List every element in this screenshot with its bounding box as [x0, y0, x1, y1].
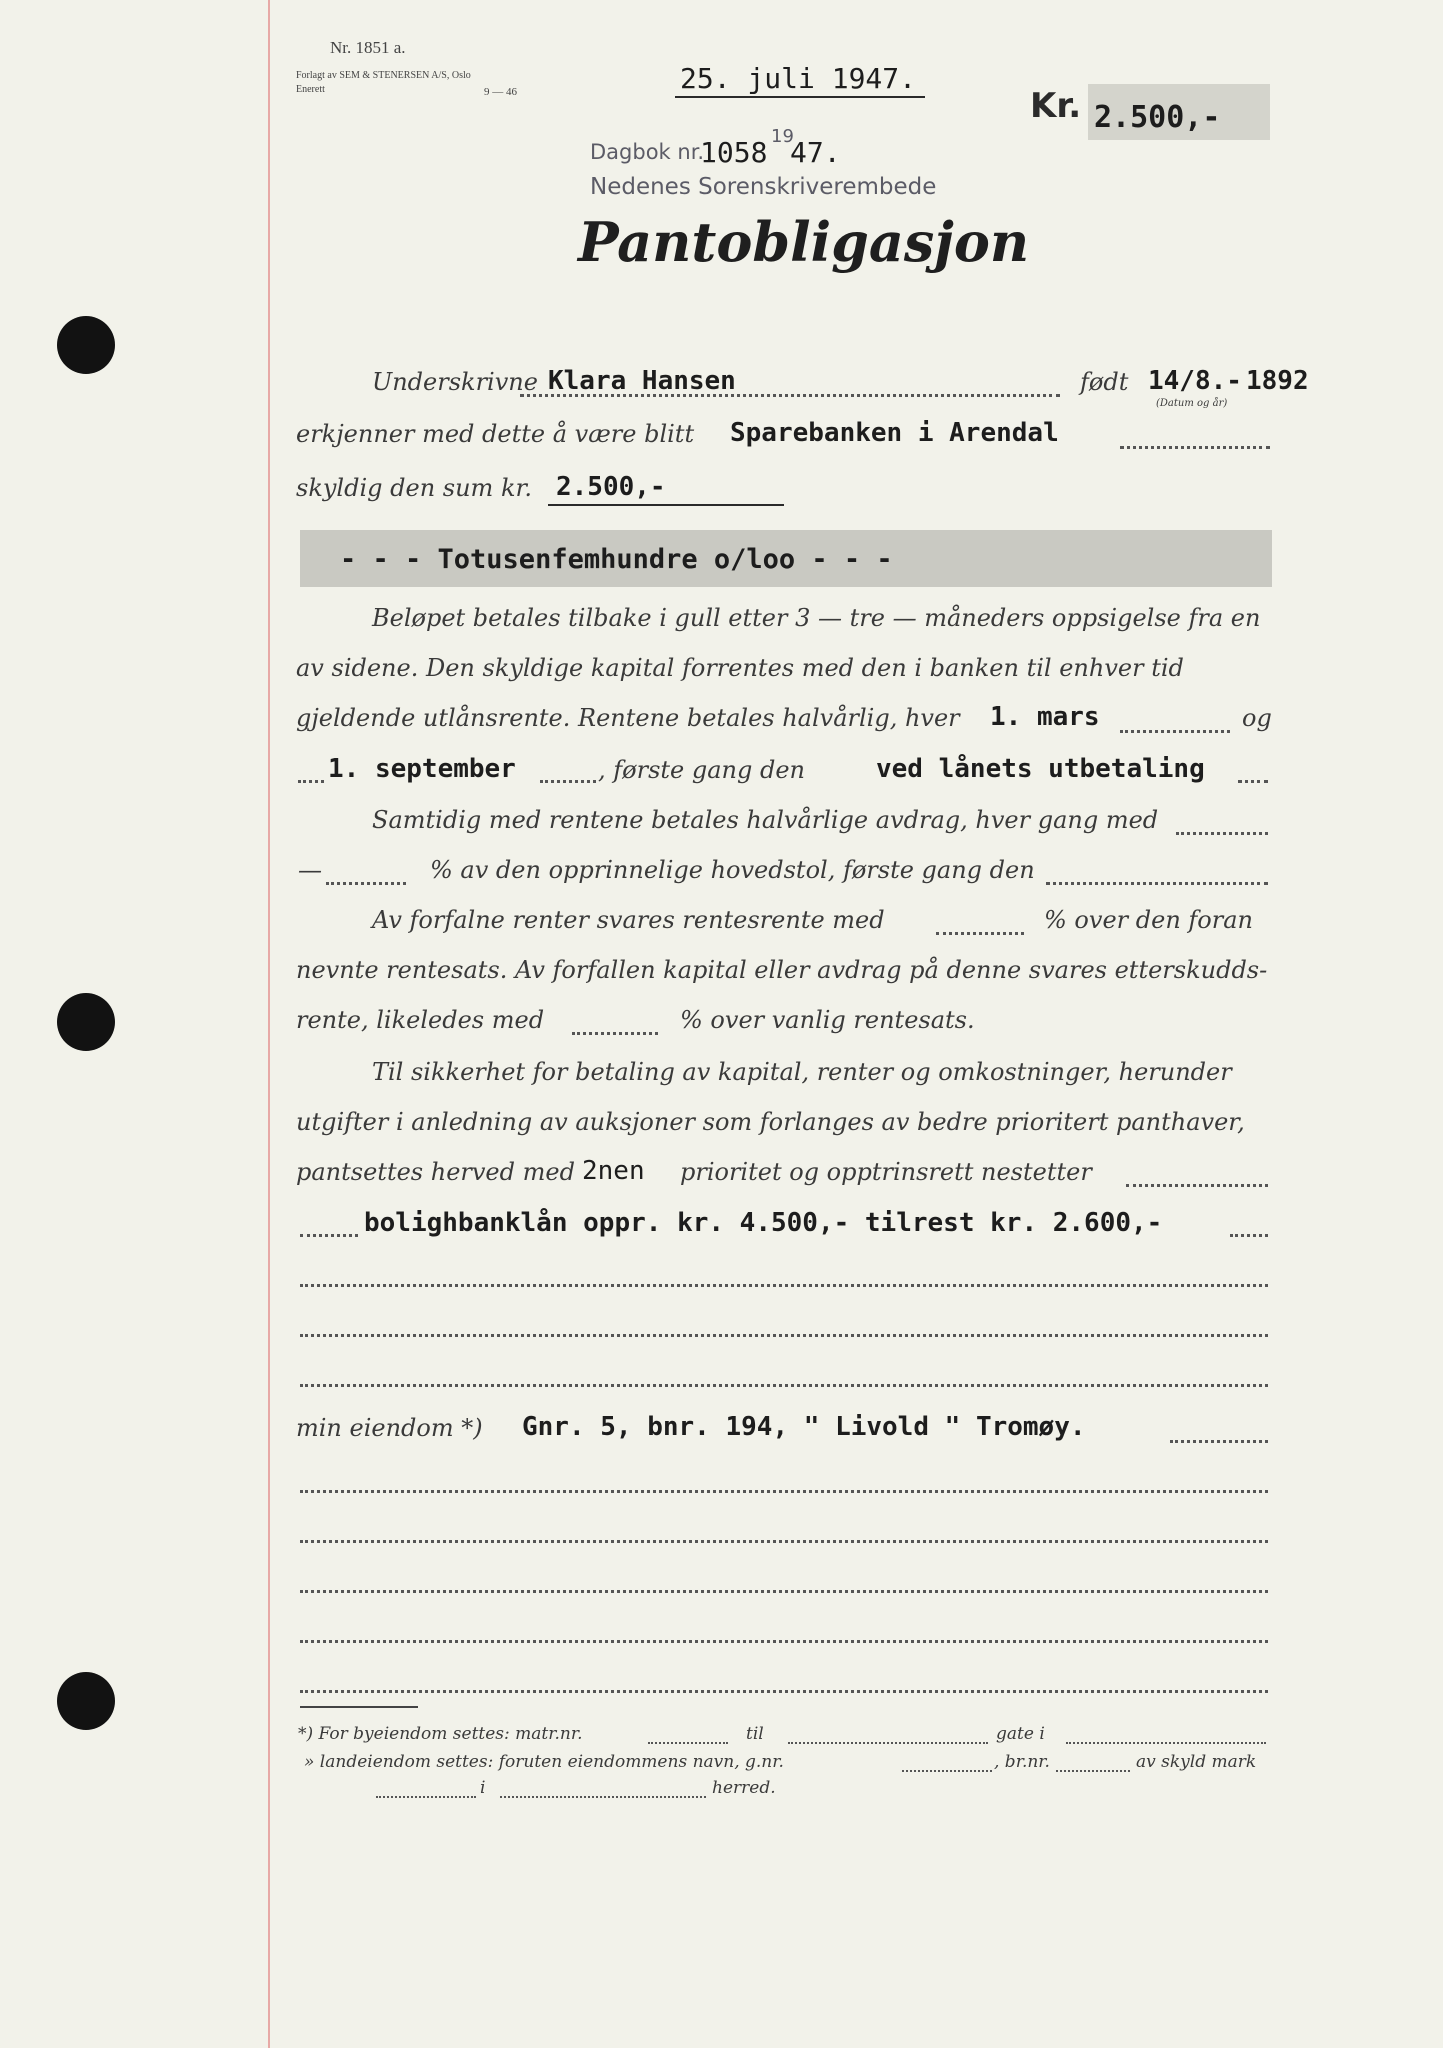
debtor-name: Klara Hansen [548, 366, 736, 396]
footnote-word: til [746, 1724, 764, 1744]
dagbok-year: 47. [790, 136, 841, 169]
body-line: pantsettes herved med [296, 1158, 575, 1186]
interest-date-1: 1. mars [990, 702, 1100, 732]
first-payment-date: ved lånets utbetaling [876, 754, 1205, 784]
blank-line [300, 1284, 1268, 1287]
body-line: gjeldende utlånsrente. Rentene betales halvårlig, hver [296, 704, 960, 732]
footnote-word: i [480, 1778, 486, 1798]
born-label: født [1080, 368, 1129, 396]
priority: 2nen [582, 1156, 645, 1186]
form-number: Nr. 1851 a. [330, 38, 406, 57]
dagbok-year-prefix: 19 [771, 126, 794, 147]
footnote-word: herred. [712, 1778, 776, 1798]
property-label: min eiendom *) [296, 1414, 483, 1442]
body-line: , første gang den [598, 756, 805, 784]
margin-rule [268, 0, 270, 2048]
body-line: Til sikkerhet for betaling av kapital, renter og omkostninger, herunder [372, 1058, 1232, 1086]
body-line: % over vanlig rentesats. [680, 1006, 975, 1034]
prior-loan: bolighbanklån oppr. kr. 4.500,- tilrest kr. 2.600,- [364, 1208, 1163, 1238]
interest-date-2: 1. september [328, 754, 516, 784]
body-line: rente, likeledes med [296, 1006, 545, 1034]
footnote-word: av skyld mark [1136, 1752, 1257, 1772]
office-stamp: Nedenes Sorenskriverembede [590, 174, 937, 200]
amount-label: Kr. [1030, 86, 1082, 126]
blank-line [300, 1690, 1268, 1693]
publisher-enerett: Enerett [296, 84, 325, 95]
document-title: Pantobligasjon [578, 210, 1030, 274]
body-line: Beløpet betales tilbake i gull etter 3 — tre — måneders oppsigelse fra en [372, 604, 1261, 632]
body-line: Samtidig med rentene betales halvårlige avdrag, hver gang med [372, 806, 1159, 834]
body-line: prioritet og opptrinsrett nestetter [680, 1158, 1092, 1186]
property-description: Gnr. 5, bnr. 194, " Livold " Tromøy. [522, 1412, 1086, 1442]
body-line: % over den foran [1044, 906, 1253, 934]
body-word: og [1242, 704, 1272, 732]
sum-label: skyldig den sum kr. [296, 474, 532, 502]
body-line: nevnte rentesats. Av forfallen kapital eller avdrag på denne svares etterskudds- [296, 956, 1268, 984]
born-year: 1892 [1246, 366, 1309, 396]
dagbok-number: 1058 [700, 136, 768, 169]
footnote-line: » landeiendom settes: foruten eiendommens navn, g.nr. [304, 1752, 784, 1772]
footnote-rule [300, 1706, 418, 1708]
born-hint: (Datum og år) [1156, 398, 1228, 409]
body-line: av sidene. Den skyldige kapital forrentes med den i banken til enhver tid [296, 654, 1184, 682]
body-line: % av den opprinnelige hovedstol, første gang den [430, 856, 1035, 884]
born-date: 14/8.- [1148, 366, 1242, 396]
blank-line [300, 1334, 1268, 1337]
body-line: utgifter i anledning av auksjoner som forlanges av bedre prioritert panthaver, [296, 1108, 1245, 1136]
footnote-word: gate i [996, 1724, 1045, 1744]
amount-value: 2.500,- [1094, 100, 1221, 135]
blank-line [300, 1490, 1268, 1493]
sum-value: 2.500,- [556, 472, 666, 502]
footnote-line: *) For byeiendom settes: matr.nr. [298, 1724, 583, 1744]
blank-line [300, 1384, 1268, 1387]
body-line: Av forfalne renter svares rentesrente med [372, 906, 885, 934]
footnote-word: , br.nr. [994, 1752, 1050, 1772]
creditor-name: Sparebanken i Arendal [730, 418, 1059, 448]
sum-in-words: - - - Totusenfemhundre o/loo - - - [340, 544, 893, 575]
publisher-code: 9 — 46 [484, 86, 517, 98]
document-date: 25. juli 1947. [680, 62, 917, 95]
blank-line [300, 1540, 1268, 1543]
sum-underline [548, 504, 784, 506]
underskrivne-label: Underskrivne [372, 368, 538, 396]
blank-line [300, 1590, 1268, 1593]
punch-hole-top [57, 316, 115, 374]
publisher-line: Forlagt av SEM & STENERSEN A/S, Oslo [296, 70, 471, 81]
dagbok-label: Dagbok nr. [590, 140, 705, 164]
date-underline [675, 96, 925, 98]
creditor-lead: erkjenner med dette å være blitt [296, 420, 695, 448]
blank-line [300, 1640, 1268, 1643]
punch-hole-bottom [57, 1672, 115, 1730]
punch-hole-middle [57, 993, 115, 1051]
body-dash: — [298, 856, 322, 884]
